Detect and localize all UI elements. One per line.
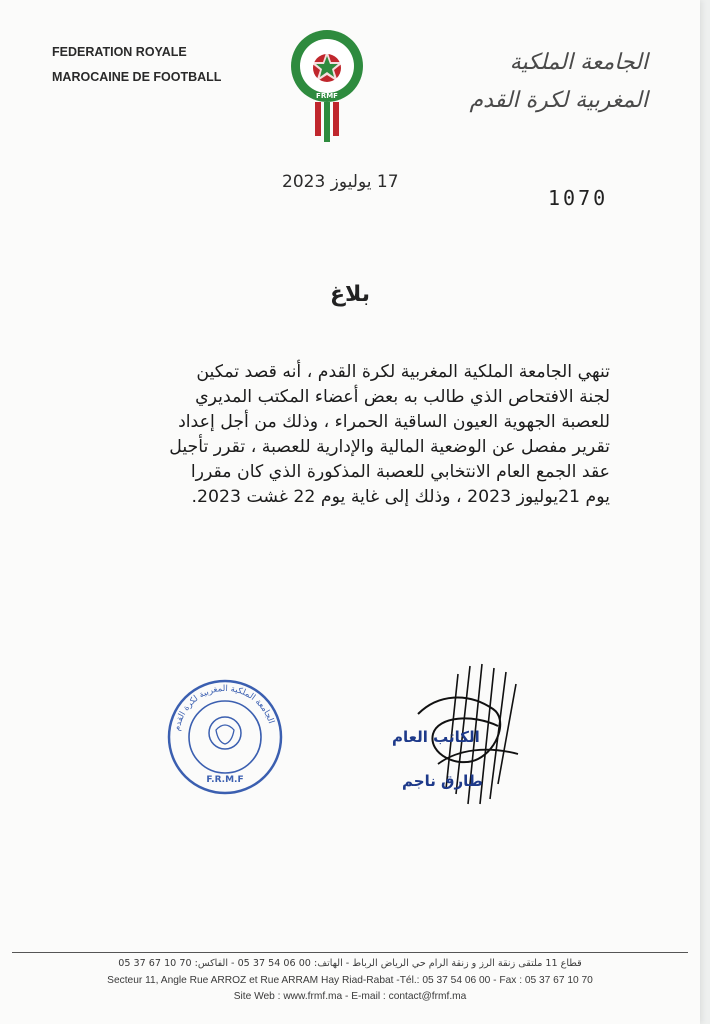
footer-address-ar: قطاع 11 ملتقى زنقة الرز و زنقة الرام حي الرياض الرباط - الهاتف: 00 06 54 37 05 - الفاكس: 70 10 67 37 05 xyxy=(118,958,582,969)
body-line: تقرير مفصل عن الوضعية المالية والإدارية للعصبة ، تقرر تأجيل xyxy=(169,437,610,457)
org-name-fr-line1: FEDERATION ROYALE xyxy=(52,45,187,59)
body-line: لجنة الافتحاص الذي طالب به بعض أعضاء المكتب المديري xyxy=(195,387,610,407)
communique-body xyxy=(70,360,610,510)
signatory-name: طارق ناجم xyxy=(402,772,483,790)
stamp-abbr: F.R.M.F xyxy=(206,775,244,785)
reference-number: 1070 xyxy=(548,186,609,210)
frmf-logo xyxy=(288,26,366,144)
org-name-ar-line2: المغربية لكرة القدم xyxy=(469,88,648,113)
stamp-text: الجامعة الملكية المغربية لكرة القدم xyxy=(172,683,276,732)
footer-web-email: Site Web : www.frmf.ma - E-mail : contact@frmf.ma xyxy=(233,991,467,1002)
body-line: للعصبة الجهوية العيون الساقية الحمراء ، وذلك من أجل إعداد xyxy=(178,412,610,432)
org-name-fr-line2: MAROCAINE DE FOOTBALL xyxy=(52,70,222,84)
footer-divider xyxy=(12,952,688,953)
body-line: عقد الجمع العام الانتخابي للعصبة المذكورة الذي كان مقررا xyxy=(190,462,610,482)
body-line: يوم 21يوليوز 2023 ، وذلك إلى غاية يوم 22 غشت 2023. xyxy=(191,487,610,507)
org-name-fr xyxy=(52,40,221,90)
official-stamp xyxy=(166,678,284,796)
org-name-ar-line1: الجامعة الملكية xyxy=(509,50,648,75)
body-line: تنهي الجامعة الملكية المغربية لكرة القدم ، أنه قصد تمكين xyxy=(196,362,610,382)
document-date: 17 يوليوز 2023 xyxy=(282,172,399,192)
footer-address-fr: Secteur 11, Angle Rue ARROZ et Rue ARRAM Hay Riad-Rabat -Tél.: 05 37 54 06 00 - Fax : 05 37 67 10 70 xyxy=(107,975,593,986)
page-title: بلاغ xyxy=(330,282,370,307)
logo-text: FRMF xyxy=(316,92,338,100)
org-name-ar xyxy=(448,44,648,120)
signatory-title: الكاتب العام xyxy=(392,728,480,746)
